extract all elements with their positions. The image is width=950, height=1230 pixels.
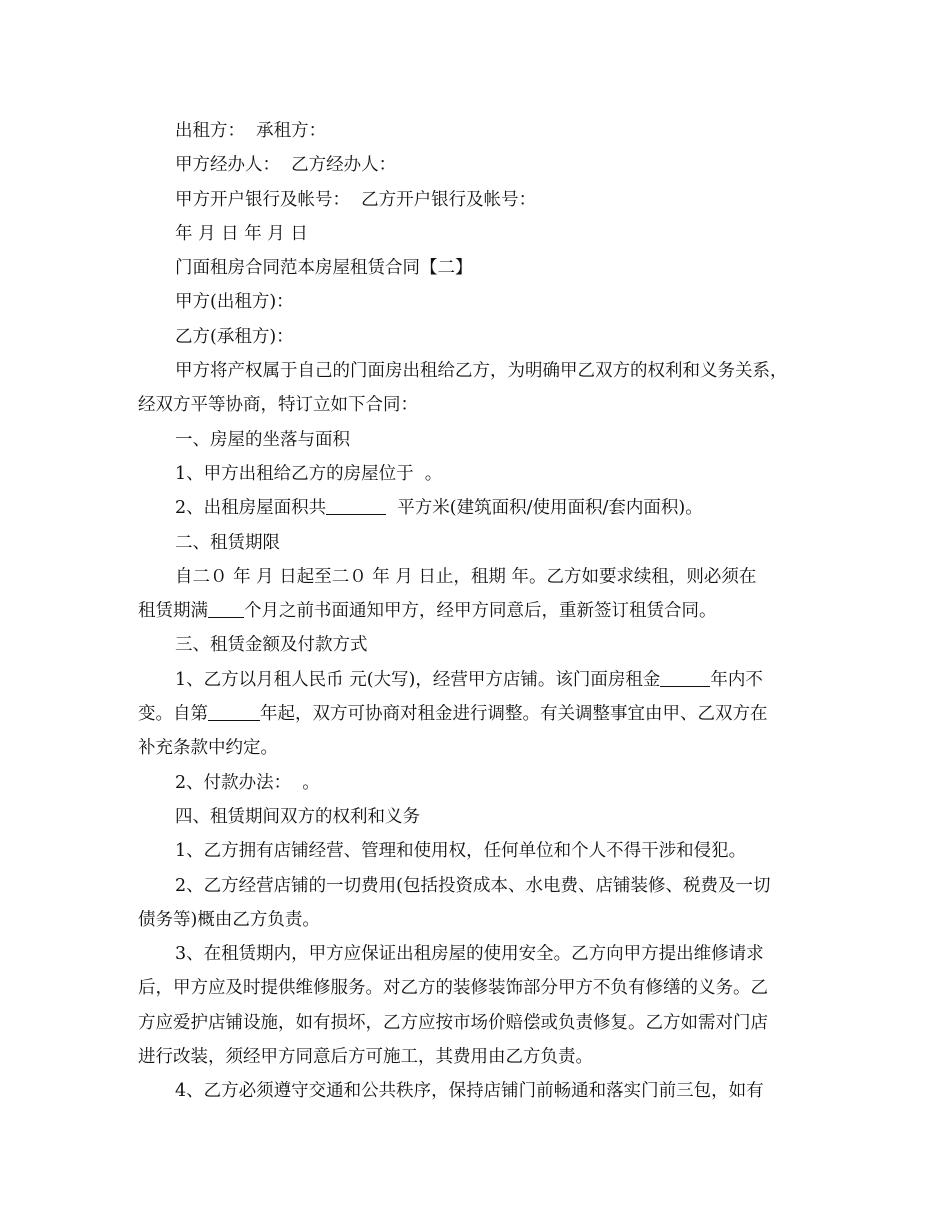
paragraph-line [138, 491, 828, 525]
paragraph-line: 3、在租赁期内，甲方应保证出租房屋的使用安全。乙方向甲方提出维修请求 [175, 944, 764, 965]
text-segment [386, 498, 397, 518]
agent-line: 甲方经办人： 乙方经办人： [175, 155, 397, 176]
paragraph-line: 经双方平等协商，特订立如下合同： [138, 395, 418, 416]
fill-in-blank [660, 666, 710, 687]
party-line: 出租方： 承租方： [175, 121, 327, 141]
text-segment: 2、出租房屋面积共 [175, 498, 327, 519]
fill-in-blank [208, 597, 244, 618]
date-line: 年 月 日 年 月 日 [175, 223, 308, 244]
text-segment: 租赁期满 [138, 601, 208, 622]
paragraph-line: 方应爱护店铺设施，如有损坏，乙方应按市场价赔偿或负责修复。乙方如需对门店 [138, 1012, 768, 1033]
paragraph-line: 2、乙方经营店铺的一切费用(包括投资成本、水电费、店铺装修、税费及一切 [175, 875, 771, 896]
text-segment: 年内不 [710, 669, 763, 690]
text-segment: 个月之前书面通知甲方，经甲方同意后，重新签订租赁合同。 [244, 601, 717, 622]
text-segment: 平方米(建筑面积/使用面积/套内面积)。 [397, 498, 703, 519]
paragraph-line: 进行改装，须经甲方同意后方可施工，其费用由乙方负责。 [138, 1047, 593, 1068]
clause-heading: 四、租赁期间双方的权利和义务 [175, 806, 420, 827]
paragraph-line [138, 594, 828, 628]
paragraph-line: 2、付款办法： 。 [175, 772, 320, 793]
clause-heading: 二、租赁期限 [175, 532, 280, 553]
bank-account-line: 甲方开户银行及帐号： 乙方开户银行及帐号： [175, 189, 537, 210]
clause-heading: 一、房屋的坐落与面积 [175, 429, 350, 450]
party-b-line: 乙方(承租方)： [175, 326, 294, 347]
text-segment: 变。自第 [138, 704, 208, 725]
paragraph-line: 债务等)概由乙方负责。 [138, 909, 320, 930]
text-segment: 年起，双方可协商对租金进行调整。有关调整事宜由甲、乙双方在 [260, 704, 768, 725]
paragraph-line: 1、甲方出租给乙方的房屋位于 。 [175, 463, 443, 484]
paragraph-line [138, 697, 828, 731]
fill-in-blank [326, 494, 386, 515]
clause-heading: 三、租赁金额及付款方式 [175, 635, 368, 656]
paragraph-line: 补充条款中约定。 [138, 738, 278, 759]
paragraph-line: 自二０ 年 月 日起至二０ 年 月 日止，租期 年。乙方如要求续租，则必须在 [175, 566, 757, 587]
paragraph-line: 1、乙方拥有店铺经营、管理和使用权，任何单位和个人不得干涉和侵犯。 [175, 841, 747, 862]
paragraph-line: 4、乙方必须遵守交通和公共秩序，保持店铺门前畅通和落实门前三包，如有 [175, 1081, 764, 1102]
paragraph-line: 后，甲方应及时提供维修服务。对乙方的装修装饰部分甲方不负有修缮的义务。乙 [138, 978, 768, 999]
paragraph-line [138, 663, 828, 697]
text-segment: 1、乙方以月租人民币 元(大写)，经营甲方店铺。该门面房租金 [175, 669, 661, 690]
party-a-line: 甲方(出租方)： [175, 292, 294, 313]
paragraph-line: 甲方将产权属于自己的门面房出租给乙方，为明确甲乙双方的权利和义务关系， [175, 361, 788, 382]
section-title: 门面租房合同范本房屋租赁合同【二】 [175, 258, 473, 279]
fill-in-blank [208, 700, 260, 721]
document-body [138, 114, 828, 1109]
